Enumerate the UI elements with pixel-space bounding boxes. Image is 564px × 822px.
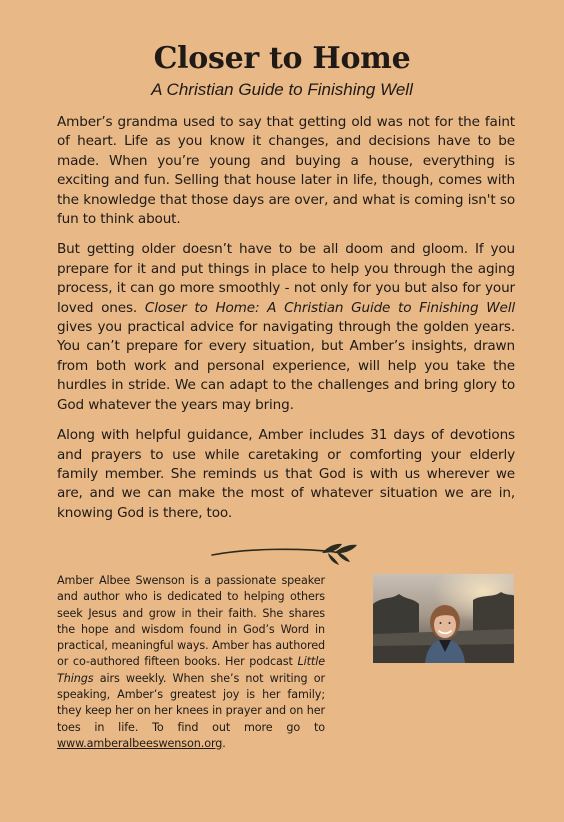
description-paragraph-2-rest: gives you practical advice for navigating through the golden years. You can’t prepare for every situation, but Amber’s insights, drawn from both work and personal experience, will help you take the hurdles in stride. We can adapt to the challenges and bring glory to God whatever the years may bring. bbox=[57, 319, 515, 413]
author-portrait-icon bbox=[373, 574, 514, 663]
description-paragraph-2-intro: But getting older doesn’t have to be all doom and gloom. If you prepare for it and put things in place to help you through the aging process, it can go more smoothly - not only for you but also for your loved ones. bbox=[57, 241, 515, 316]
description-paragraph-2 bbox=[57, 240, 515, 415]
author-website-link[interactable]: www.amberalbeeswenson.org bbox=[57, 736, 223, 750]
vine-divider-icon bbox=[210, 538, 360, 568]
author-photo bbox=[373, 574, 514, 663]
author-bio-intro: Amber Albee Swenson is a passionate speaker and author who is dedicated to helping others seek Jesus and grow in their faith. She shares the hope and wisdom found in God’s Word in practical, meaningful ways. Amber has authored or co-authored fifteen books. Her podcast bbox=[57, 574, 325, 669]
author-bio-end: . bbox=[222, 736, 226, 750]
description-paragraph-3: Along with helpful guidance, Amber includes 31 days of devotions and prayers to use while caretaking or comforting your elderly family member. She reminds us that God is with us wherever we are, and we can make the most of whatever situation we are in, knowing God is there, too. bbox=[57, 427, 515, 521]
author-bio bbox=[57, 573, 325, 752]
book-description bbox=[57, 113, 515, 534]
book-title-inline: Closer to Home: A Christian Guide to Finishing Well bbox=[144, 299, 515, 316]
author-bio-middle: airs weekly. When she’s not writing or speaking, Amber’s greatest joy is her family; they keep her on her knees in prayer and on her toes in life. To find out more go to bbox=[57, 671, 325, 734]
book-subtitle: A Christian Guide to Finishing Well bbox=[151, 80, 413, 99]
podcast-name: Little Things bbox=[57, 655, 325, 685]
author-bio-text bbox=[57, 573, 325, 752]
description-paragraph-1: Amber’s grandma used to say that getting old was not for the faint of heart. Life as you know it changes, and decisions have to be made. When you’re young and buying a house, everything is exciting and fun. Selling that house later in life, though, comes with the knowledge that those days are over, and what is coming isn't so fun to think about. bbox=[57, 114, 515, 228]
book-title: Closer to Home bbox=[153, 41, 411, 76]
